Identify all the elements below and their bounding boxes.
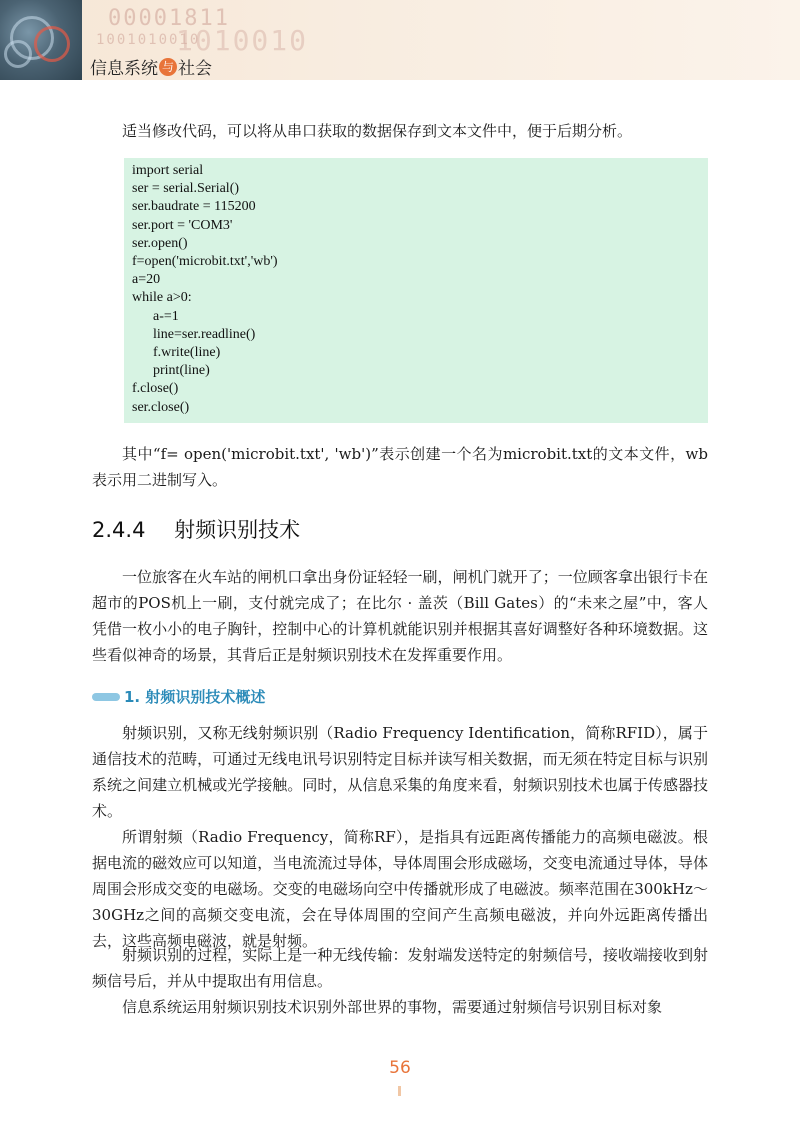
section-title: 射频识别技术 (174, 518, 301, 542)
code-line: a=20 (132, 272, 161, 288)
subsection-heading (92, 686, 265, 707)
book-title-part1: 信息系统 (90, 59, 158, 79)
code-line: while a>0: (132, 290, 192, 306)
body-paragraph: 所谓射频（Radio Frequency，简称RF），是指具有远距离传播能力的高频电磁波。根据电流的磁效应可以知道，当电流流过导体，导体周围会形成磁场，交变电流通过导体，导体周围会形成交变的电磁场。交变的电磁场向空中传播就形成了电磁波。频率范围在300kHz～30GHz之间的高频交变电流，会在导体周围的空间产生高频电磁波，并向外远距离传播出去，这些高频电磁波，就是射频。 (92, 828, 708, 950)
binary-text: 1010010 (176, 24, 309, 57)
decor-ring (34, 26, 70, 62)
code-line: ser = serial.Serial() (132, 181, 240, 197)
code-block (124, 158, 708, 423)
binary-text: 1001010010 (96, 32, 201, 48)
section-intro-paragraph: 一位旅客在火车站的闸机口拿出身份证轻轻一刷，闸机门就开了；一位顾客拿出银行卡在超市的POS机上一刷，支付就完成了；在比尔 · 盖茨（Bill Gates）的“未来之屋”中，客人凭借一枚小小的电子胸针，控制中心的计算机就能识别并根据其喜好调整好各种环境数据。这些看似神奇的场景，其背后正是射频识别技术在发挥重要作用。 (92, 568, 708, 664)
body-paragraph: 射频识别的过程，实际上是一种无线传输：发射端发送特定的射频信号，接收端接收到射频信号后，并从中提取出有用信息。 (92, 946, 708, 990)
code-line: ser.open() (132, 235, 188, 251)
page-number-tick (398, 1086, 401, 1096)
binary-text: 00001811 (108, 6, 230, 31)
code-line: ser.close() (132, 399, 190, 415)
code-line: line=ser.readline() (132, 326, 256, 342)
header-banner (0, 0, 800, 80)
banner-decoration-image (0, 0, 82, 80)
body-paragraph: 信息系统运用射频识别技术识别外部世界的事物，需要通过射频信号识别目标对象 (122, 998, 663, 1016)
section-number: 2.4.4 (92, 518, 146, 542)
code-line: f.write(line) (132, 345, 221, 361)
code-note-paragraph: 其中“f= open('microbit.txt', 'wb')”表示创建一个名为microbit.txt的文本文件，wb表示用二进制写入。 (92, 445, 708, 489)
code-line: ser.baudrate = 115200 (132, 199, 256, 215)
decor-ring (4, 40, 32, 68)
book-title (90, 54, 212, 79)
heading-bar-icon (92, 693, 120, 701)
intro-paragraph: 适当修改代码，可以将从串口获取的数据保存到文本文件中，便于后期分析。 (122, 122, 633, 140)
book-title-connector: 与 (159, 58, 177, 76)
book-title-part2: 社会 (178, 59, 212, 79)
body-paragraph: 射频识别，又称无线射频识别（Radio Frequency Identification，简称RFID），属于通信技术的范畴，可通过无线电讯号识别特定目标并读写相关数据，而无须在特定目标与识别系统之间建立机械或光学接触。同时，从信息采集的角度来看，射频识别技术也属于传感器技术。 (92, 724, 708, 820)
section-heading (92, 514, 300, 544)
code-line: import serial (132, 163, 204, 178)
code-line: print(line) (132, 363, 210, 379)
code-line: a-=1 (132, 308, 179, 324)
code-line: ser.port = 'COM3' (132, 217, 233, 233)
page-number: 56 (389, 1058, 411, 1078)
subsection-title: 1. 射频识别技术概述 (124, 688, 266, 706)
code-line: f.close() (132, 381, 179, 397)
code-line: f=open('microbit.txt','wb') (132, 254, 278, 270)
